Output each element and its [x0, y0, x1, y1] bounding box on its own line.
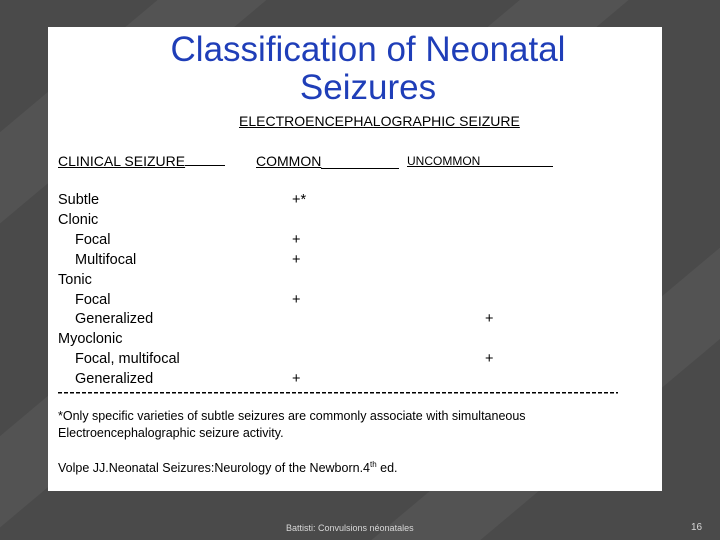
dashed-separator [58, 392, 618, 398]
table-row [58, 272, 638, 292]
common-mark: + [292, 371, 301, 388]
row-label: Myoclonic [58, 331, 123, 348]
common-mark: + [292, 291, 301, 308]
table-row [58, 212, 638, 232]
table-row [58, 371, 638, 391]
column-header-clinical [58, 153, 225, 169]
column-header-common [256, 153, 399, 169]
row-label: Focal, multifocal [75, 351, 180, 368]
common-mark: + [292, 251, 301, 268]
page-number: 16 [691, 522, 703, 533]
slide-content-panel [48, 27, 662, 491]
column-header-common-label: COMMON [256, 153, 322, 169]
column-header-clinical-label: CLINICAL SEIZURE [58, 153, 186, 169]
common-mark: +* [292, 192, 307, 208]
common-mark: + [292, 231, 301, 248]
uncommon-mark: + [485, 311, 494, 328]
row-label: Tonic [58, 271, 92, 288]
row-label: Generalized [75, 371, 154, 388]
table-row [58, 252, 638, 272]
table-row [58, 311, 638, 331]
table-row [58, 192, 638, 212]
slide-title [48, 31, 688, 107]
uncommon-mark: + [485, 351, 494, 368]
citation-superscript: th [370, 460, 377, 469]
title-line-2: Seizures [299, 68, 437, 107]
row-label: Clonic [58, 211, 99, 228]
citation [58, 460, 398, 475]
row-label: Focal [75, 291, 111, 308]
column-header-uncommon [407, 154, 553, 168]
row-label: Generalized [75, 311, 154, 328]
table-row [58, 232, 638, 252]
table-row [58, 331, 638, 351]
citation-text: Volpe JJ.Neonatal Seizures:Neurology of the Newborn.4 [58, 461, 370, 476]
footnote: *Only specific varieties of subtle seizures are commonly associate with simultaneous Electroencephalographic seizure activity. [58, 409, 526, 440]
citation-end: ed. [376, 461, 398, 476]
footer-text: Battisti: Convulsions néonatales [286, 523, 414, 533]
table-row [58, 351, 638, 371]
row-label: Multifocal [75, 251, 137, 268]
title-line-1: Classification of Neonatal [170, 30, 566, 69]
table-row [58, 292, 638, 312]
column-header-uncommon-label: UNCOMMON [407, 154, 481, 168]
row-label: Focal [75, 231, 111, 248]
row-label: Subtle [58, 192, 100, 208]
eeg-seizure-header: ELECTROENCEPHALOGRAPHIC SEIZURE [239, 113, 520, 129]
